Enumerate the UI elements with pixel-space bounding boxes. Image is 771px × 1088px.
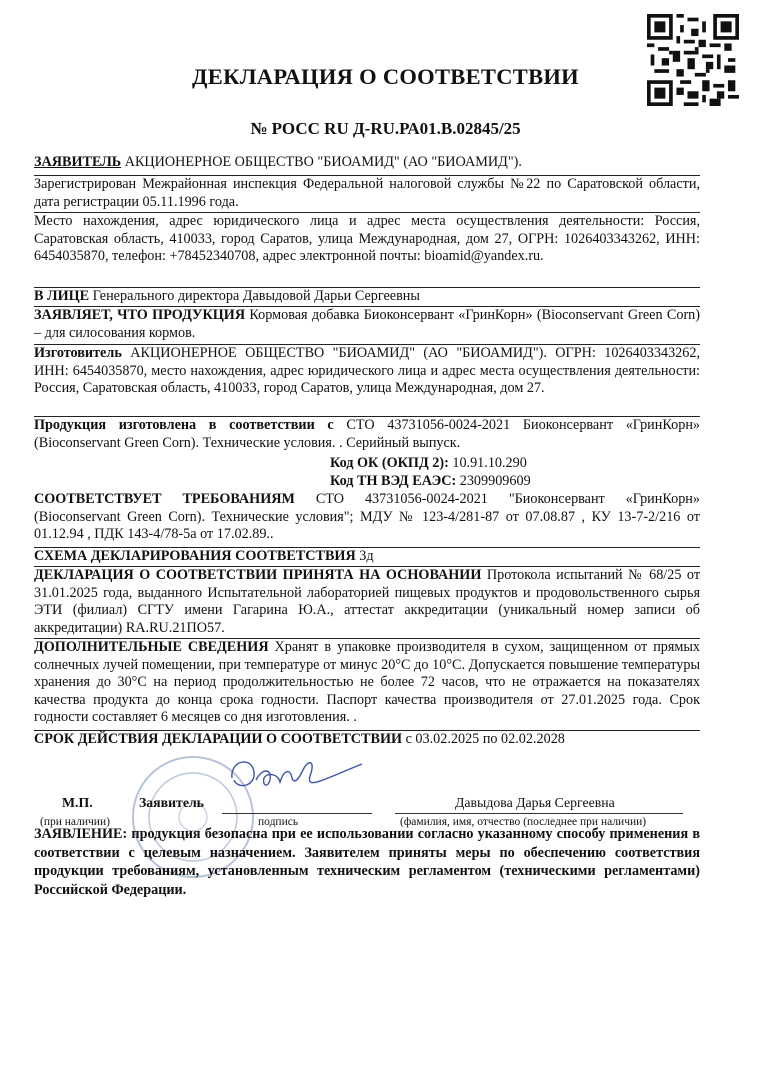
validity-period	[34, 730, 700, 749]
applicant-registration: Зарегистрирован Межрайонная инспекция Федеральной налоговой службы №22 по Саратовской области, дата регистрации 05.11.1996 года.	[34, 176, 700, 210]
signer-name: Давыдова Дарья Сергеевна	[455, 795, 615, 810]
applicant-sign-label: Заявитель	[139, 795, 204, 810]
declaration-basis	[34, 566, 700, 637]
produced-text: СТО 43731056-0024-2021 Биоконсервант «ГринКорн» (Bioconservant Green Corn). Технические условия. . Серийный выпуск.	[34, 417, 700, 451]
qr-code	[647, 14, 739, 106]
signature-mark	[212, 750, 372, 800]
declares-text: Кормовая добавка Биоконсервант «ГринКорн» (Bioconservant Green Corn) – для силосования кормов.	[34, 307, 700, 341]
validity-text: с 03.02.2025 по 02.02.2028	[405, 731, 565, 747]
statement-text: продукция безопасна при ее использовании согласно указанному способу применения в соответствии с целевым назначением. Заявителем приняты меры по обеспечению соответствия продукции требованиям, установленным техническим регламентом (техническими регламентами) Российской Федерации.	[34, 826, 700, 898]
okpd-label: Код ОК (ОКПД 2):	[330, 455, 449, 471]
additional-text: Хранят в упаковке производителя в сухом, защищенном от прямых солнечных лучей помещении, при температуре от минус 20°С до 10°С. Допускается повышение температуры хранения до 30°С на период продолжительностью не более 72 часов, что не отражается на показателях качества продукта до конца срока годности. Паспорт качества производителя от 27.01.2025 года. Срок годности составляет 6 месяцев со дня изготовления. .	[34, 639, 701, 726]
document-title: ДЕКЛАРАЦИЯ О СООТВЕТСТВИИ	[192, 64, 579, 89]
tnved-label: Код ТН ВЭД ЕАЭС:	[330, 473, 457, 489]
validity-label: СРОК ДЕЙСТВИЯ ДЕКЛАРАЦИИ О СООТВЕТСТВИИ	[34, 731, 403, 747]
signature-line	[222, 813, 372, 814]
scheme-label: СХЕМА ДЕКЛАРИРОВАНИЯ СООТВЕТСТВИЯ	[34, 548, 356, 564]
additional-info	[34, 638, 700, 727]
declares-label: ЗАЯВЛЯЕТ, ЧТО ПРОДУКЦИЯ	[34, 307, 246, 323]
declares-product	[34, 306, 700, 342]
manufacturer-text: АКЦИОНЕРНОЕ ОБЩЕСТВО "БИОАМИД" (АО "БИОАМИД"). ОГРН: 1026403343262, ИНН: 6454035870, место нахождения, адрес юридического лица и адрес места осуществления деятельности: Россия, Саратовская область, 410033, город Саратов, улица Международная, дом 27.	[34, 345, 700, 397]
manufacturer	[34, 344, 700, 398]
manufacturer-label: Изготовитель	[34, 345, 122, 361]
tnved-value: 2309909609	[459, 473, 531, 489]
mp-label: М.П.	[62, 795, 93, 810]
tnved-code	[330, 473, 531, 490]
name-line	[395, 813, 683, 814]
declaration-number: № РОСС RU Д-RU.РА01.В.02845/25	[250, 119, 521, 138]
complies-text: СТО 43731056-0024-2021 "Биоконсервант «ГринКорн» (Bioconservant Green Corn). Технические условия"; МДУ № 123-4/281-87 от 07.08.87 , КУ 13-7-2/216 от 01.12.94 , ПДК 143-4/78-5а от 17.02.89..	[34, 491, 700, 543]
additional-label: ДОПОЛНИТЕЛЬНЫЕ СВЕДЕНИЯ	[34, 639, 269, 655]
produced-label: Продукция изготовлена в соответствии с	[34, 417, 334, 433]
declaration-scheme	[34, 547, 700, 566]
okpd-code	[330, 455, 527, 472]
applicant-line	[34, 154, 700, 172]
represented-label: В ЛИЦЕ	[34, 288, 90, 304]
applicant-name: АКЦИОНЕРНОЕ ОБЩЕСТВО "БИОАМИД" (АО "БИОАМИД").	[124, 154, 522, 170]
represented-text: Генерального директора Давыдовой Дарьи Сергеевны	[92, 288, 420, 304]
produced-according	[34, 416, 700, 452]
basis-label: ДЕКЛАРАЦИЯ О СООТВЕТСТВИИ ПРИНЯТА НА ОСНОВАНИИ	[34, 567, 482, 583]
name-caption: (фамилия, имя, отчество (последнее при наличии)	[400, 816, 647, 828]
basis-text: Протокола испытаний № 68/25 от 31.01.2025 года, выданного Испытательной лабораторией пищевых продуктов и продовольственного сырья ЭТИ (филиал) СГТУ имени Гагарина Ю.А., аттестат аккредитации (уникальный номер записи об аккредитации) RA.RU.21ПО57.	[34, 567, 701, 636]
signature-caption: подпись	[258, 816, 299, 828]
statement-label: ЗАЯВЛЕНИЕ:	[34, 826, 128, 842]
final-statement	[34, 825, 700, 899]
applicant-label: ЗАЯВИТЕЛЬ	[34, 154, 122, 170]
scheme-value: 3д	[359, 548, 374, 564]
complies-label: СООТВЕТСТВУЕТ ТРЕБОВАНИЯМ	[34, 491, 295, 507]
represented-by	[34, 287, 700, 306]
complies-requirements	[34, 491, 700, 544]
mp-note: (при наличии)	[40, 816, 110, 828]
okpd-value: 10.91.10.290	[452, 455, 527, 471]
applicant-address: Место нахождения, адрес юридического лица и адрес места осуществления деятельности: Россия, Саратовская область, 410033, город Саратов, улица Международная, дом 27, ОГРН: 1026403343262, ИНН: 6454035870, телефон: +78452340708, адрес электронной почты: bioamid@yandex.ru.	[34, 213, 700, 265]
